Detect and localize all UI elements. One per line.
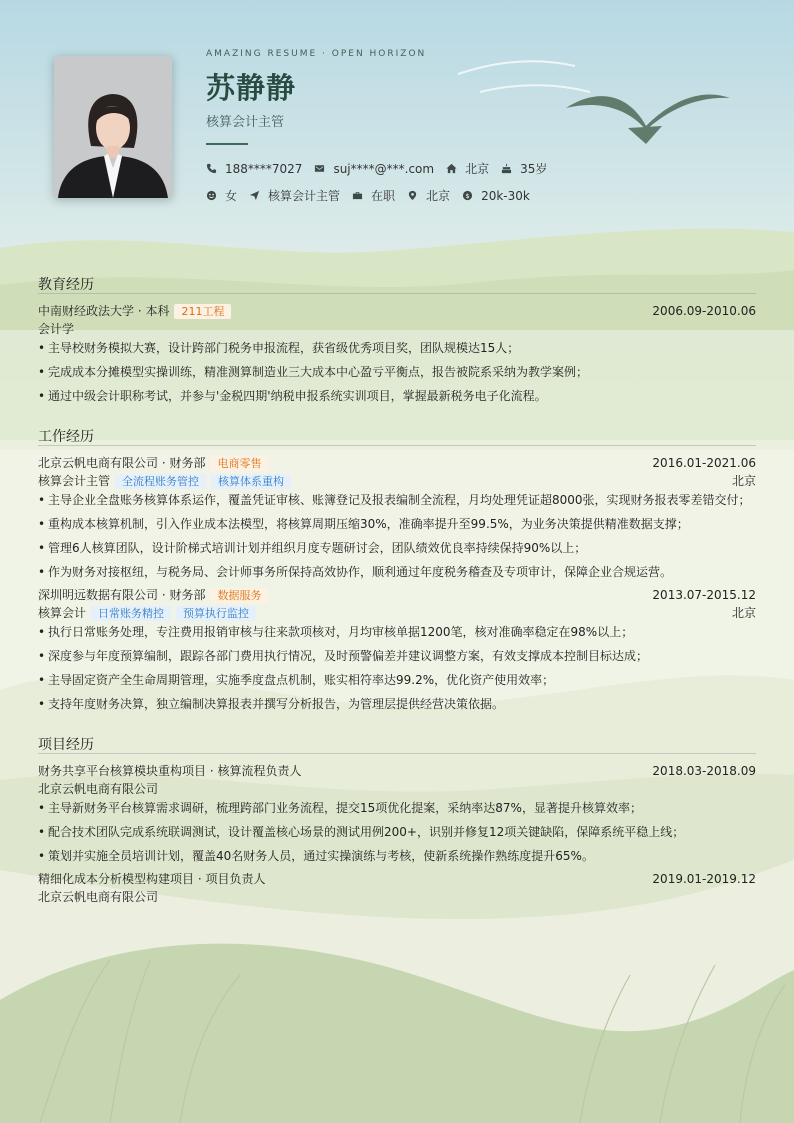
education-major: 会计学 bbox=[38, 322, 75, 336]
list-item: • 主导校财务模拟大赛，设计跨部门税务申报流程，获省级优秀项目奖，团队规模达15人； bbox=[38, 339, 756, 357]
candidate-name: 苏静静 bbox=[206, 71, 297, 105]
projects-section-divider bbox=[38, 753, 756, 754]
svg-text:$: $ bbox=[465, 191, 470, 200]
project-date: 2019.01-2019.12 bbox=[652, 872, 756, 886]
list-item: • 管理6人核算团队，设计阶梯式培训计划并组织月度专题研讨会，团队绩效优良率持续保持90%以上； bbox=[38, 539, 756, 557]
work-section-divider bbox=[38, 445, 756, 446]
education-date: 2006.09-2010.06 bbox=[652, 304, 756, 318]
industry-tag: 电商零售 bbox=[210, 456, 268, 471]
candidate-role: 核算会计主管 bbox=[206, 115, 285, 130]
job-info-row bbox=[206, 187, 542, 204]
list-item: • 重构成本核算机制，引入作业成本法模型，将核算周期压缩30%，准确率提升至99.5%，为业务决策提供精准数据支撑； bbox=[38, 515, 756, 533]
education-section-divider bbox=[38, 293, 756, 294]
list-item: • 主导企业全盘账务核算体系运作，覆盖凭证审核、账簿登记及报表编制全流程，月均处理凭证超8000张，实现财务报表零差错交付； bbox=[38, 491, 756, 509]
project-date: 2018.03-2018.09 bbox=[652, 764, 756, 778]
project-company: 北京云帆电商有限公司 bbox=[38, 782, 159, 796]
work-position-row bbox=[38, 604, 756, 622]
education-entry-header bbox=[38, 302, 756, 320]
avatar bbox=[54, 56, 172, 198]
header-divider bbox=[206, 143, 248, 145]
contact-info-row bbox=[206, 160, 559, 177]
tagline: AMAZING RESUME · OPEN HORIZON bbox=[206, 49, 427, 59]
education-section-title: 教育经历 bbox=[38, 277, 94, 293]
projects-section-title: 项目经历 bbox=[38, 737, 94, 753]
send-icon bbox=[249, 190, 260, 201]
company-name: 深圳明远数据有限公司 · 财务部 bbox=[38, 588, 206, 602]
project-entry-header bbox=[38, 762, 756, 780]
list-item: • 执行日常账务处理，专注费用报销审核与往来款项核对，月均审核单据1200笔，核对准确率稳定在98%以上； bbox=[38, 623, 756, 641]
phone-info[interactable]: 188****7027 bbox=[206, 162, 302, 176]
industry-tag: 数据服务 bbox=[210, 588, 268, 603]
work-section-title: 工作经历 bbox=[38, 429, 94, 445]
list-item: • 通过中级会计职称考试，并参与'金税四期'纳税申报系统实训项目，掌握最新税务电子化流程。 bbox=[38, 387, 756, 405]
mail-icon bbox=[314, 163, 325, 174]
work-position-row bbox=[38, 472, 756, 490]
company-name: 北京云帆电商有限公司 · 财务部 bbox=[38, 456, 206, 470]
work-date: 2016.01-2021.06 bbox=[652, 456, 756, 470]
target-position-info: 核算会计主管 bbox=[249, 187, 340, 204]
email-info[interactable]: suj****@***.com bbox=[314, 162, 434, 176]
cake-icon bbox=[501, 163, 512, 174]
skill-tag: 预算执行监控 bbox=[176, 606, 256, 621]
work-date: 2013.07-2015.12 bbox=[652, 588, 756, 602]
target-city-info: 北京 bbox=[407, 187, 450, 204]
gender-icon bbox=[206, 190, 217, 201]
list-item: • 主导新财务平台核算需求调研，梳理跨部门业务流程，提交15项优化提案，采纳率达87%，显著提升核算效率； bbox=[38, 799, 756, 817]
position-title: 核算会计主管 bbox=[38, 474, 111, 488]
briefcase-icon bbox=[352, 190, 363, 201]
work-entry-header bbox=[38, 586, 756, 604]
salary-info: $ 20k-30k bbox=[462, 189, 530, 203]
gender-info: 女 bbox=[206, 187, 237, 204]
project-entry-header bbox=[38, 870, 756, 888]
home-city-info: 北京 bbox=[446, 160, 489, 177]
project-company: 北京云帆电商有限公司 bbox=[38, 890, 159, 904]
school-tag: 211工程 bbox=[174, 304, 231, 319]
project-name: 精细化成本分析模型构建项目 · 项目负责人 bbox=[38, 872, 266, 886]
list-item: • 策划并实施全员培训计划，覆盖40名财务人员，通过实操演练与考核，使新系统操作熟练度提升65%。 bbox=[38, 847, 756, 865]
work-city: 北京 bbox=[731, 474, 756, 488]
skill-tag: 日常账务精控 bbox=[91, 606, 171, 621]
list-item: • 支持年度财务决算，独立编制决算报表并撰写分析报告，为管理层提供经营决策依据。 bbox=[38, 695, 756, 713]
skill-tag: 全流程账务管控 bbox=[115, 474, 206, 489]
phone-icon bbox=[206, 163, 217, 174]
list-item: • 深度参与年度预算编制，跟踪各部门费用执行情况，及时预警偏差并建议调整方案，有效支撑成本控制目标达成； bbox=[38, 647, 756, 665]
school-name: 中南财经政法大学 · 本科 bbox=[38, 304, 170, 318]
age-info: 35岁 bbox=[501, 160, 547, 177]
work-entry-header bbox=[38, 454, 756, 472]
skill-tag: 核算体系重构 bbox=[211, 474, 291, 489]
money-icon bbox=[462, 190, 473, 201]
home-icon bbox=[446, 163, 457, 174]
work-city: 北京 bbox=[731, 606, 756, 620]
project-name: 财务共享平台核算模块重构项目 · 核算流程负责人 bbox=[38, 764, 302, 778]
list-item: • 完成成本分摊模型实操训练，精准测算制造业三大成本中心盈亏平衡点，报告被院系采纳为教学案例； bbox=[38, 363, 756, 381]
employment-status-info: 在职 bbox=[352, 187, 395, 204]
location-pin-icon bbox=[407, 190, 418, 201]
list-item: • 配合技术团队完成系统联调测试，设计覆盖核心场景的测试用例200+，识别并修复12项关键缺陷，保障系统平稳上线； bbox=[38, 823, 756, 841]
position-title: 核算会计 bbox=[38, 606, 87, 620]
list-item: • 主导固定资产全生命周期管理，实施季度盘点机制，账实相符率达99.2%，优化资产使用效率； bbox=[38, 671, 756, 689]
list-item: • 作为财务对接枢纽，与税务局、会计师事务所保持高效协作，顺利通过年度税务稽查及专项审计，保障企业合规运营。 bbox=[38, 563, 756, 581]
